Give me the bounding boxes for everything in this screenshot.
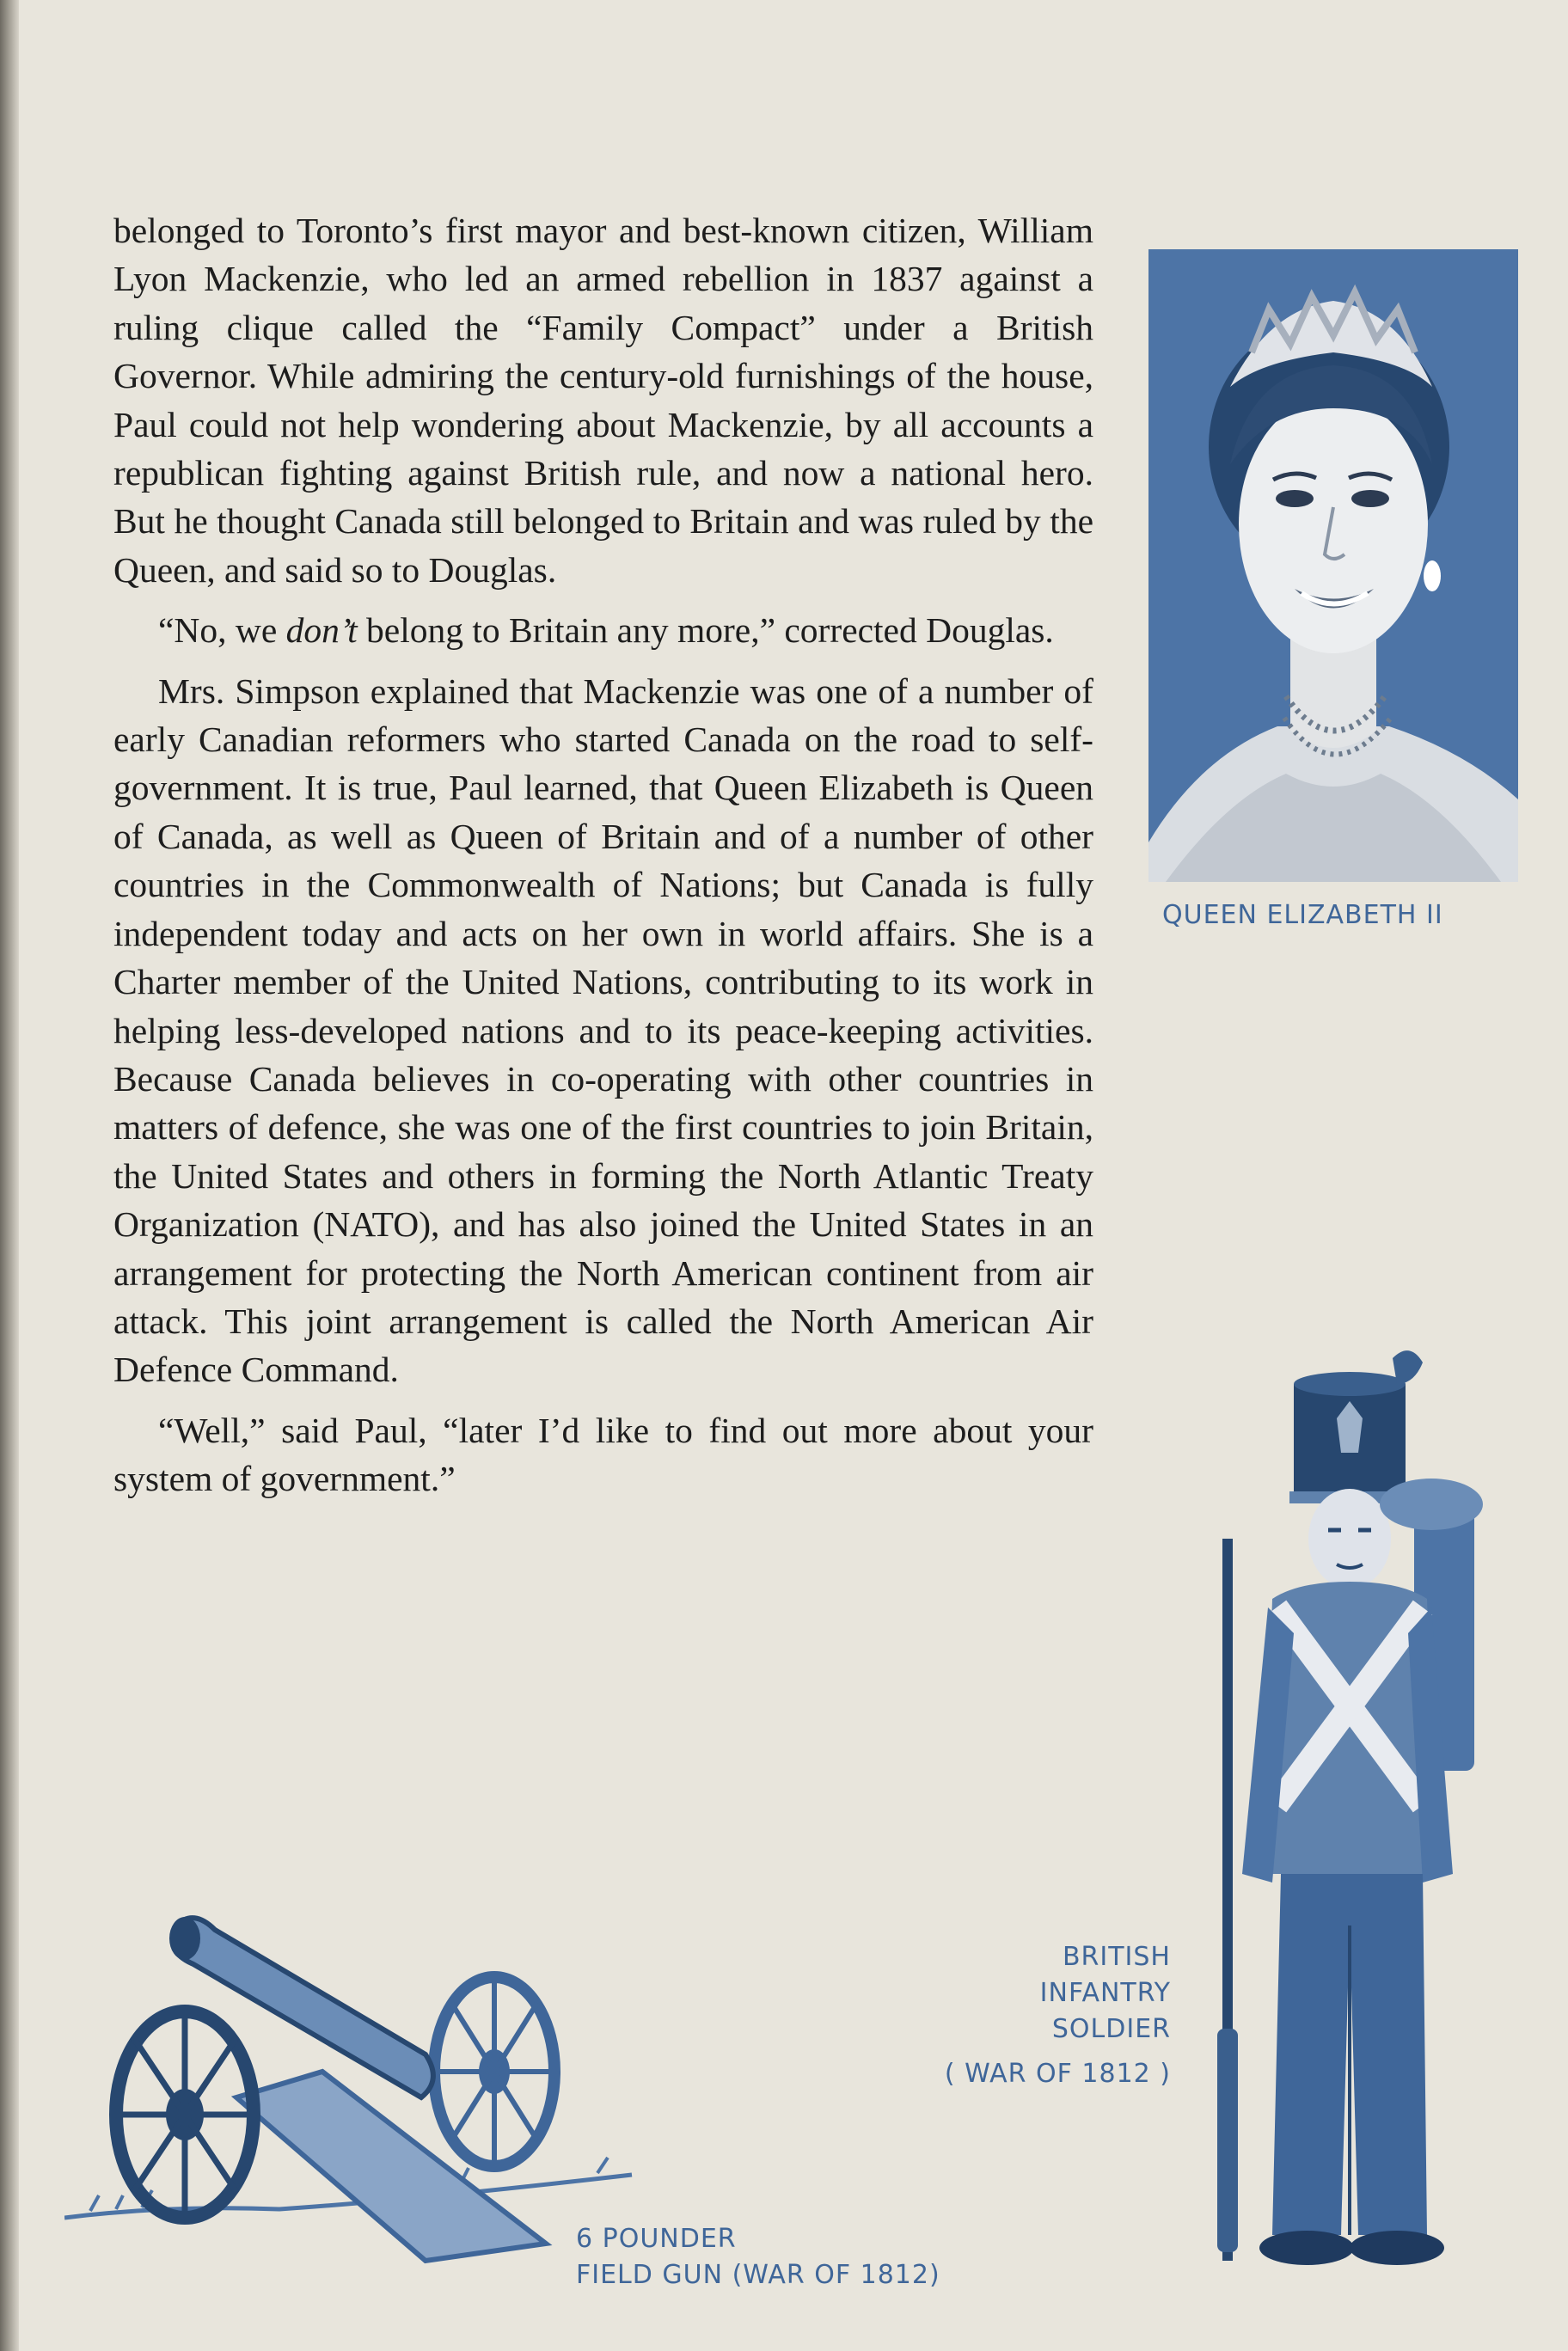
caption-gun-line-2: FIELD GUN (WAR OF 1812) — [576, 2260, 940, 2290]
paragraph-2 — [113, 606, 1093, 654]
british-infantry-soldier-drawing — [1178, 1324, 1522, 2287]
caption-soldier-line-4: ( WAR OF 1812 ) — [944, 2059, 1171, 2089]
body-text — [113, 206, 1093, 1515]
caption-queen-elizabeth: QUEEN ELIZABETH II — [1162, 900, 1443, 930]
paragraph-3: Mrs. Simpson explained that Mackenzie was one of a number of early Canadian reformers who started Canada on the road to self-government. It is true, Paul learned, that Queen Elizabeth is Queen of Canada, as well as Queen of Britain and of a number of other countries in the Commonwealth of Nations; but Canada is fully independent today and acts on her own in world affairs. She is a Charter member of the United Nations, contributing to its work in helping less-developed nations and to its peace-keeping activities. Because Canada believes in co-operating with other countries in matters of defence, she was one of the first countries to join Britain, the United States and others in forming the North Atlantic Treaty Organization (NATO), and has also joined the United States in an arrangement for protecting the North American continent from air attack. This joint arrangement is called the North American Air Defence Command. — [113, 670, 1093, 1390]
paragraph-2-emphasis: don’t — [285, 610, 358, 651]
paragraph-2-end: belong to Britain any more,” corrected Douglas. — [357, 610, 1054, 651]
paragraph-1: belonged to Toronto’s first mayor and best-known citizen, William Lyon Mackenzie, who led an armed rebellion in 1837 against a ruling clique called the “Family Compact” under a British Governor. While admiring the century-old furnishings of the house, Paul could not help wondering about Mackenzie, by all accounts a republican fighting against British rule, and now a national hero. But he thought Canada still belonged to Britain and was ruled by the Queen, and said so to Douglas. — [113, 211, 1093, 590]
paragraph-2-start: “No, we — [158, 610, 286, 651]
caption-soldier — [887, 1939, 1171, 2092]
caption-gun-line-1: 6 POUNDER — [576, 2224, 737, 2254]
caption-field-gun — [576, 2221, 940, 2293]
caption-soldier-line-1: BRITISH — [1062, 1942, 1171, 1972]
book-spine-shadow — [0, 0, 19, 2351]
queen-elizabeth-portrait — [1148, 249, 1518, 882]
caption-soldier-line-3: SOLDIER — [1051, 2014, 1171, 2044]
caption-soldier-line-2: INFANTRY — [1039, 1978, 1171, 2008]
paragraph-4: “Well,” said Paul, “later I’d like to find out more about your system of government.” — [113, 1410, 1093, 1499]
portrait-drawing — [1148, 249, 1518, 882]
field-gun-drawing — [64, 1900, 649, 2278]
